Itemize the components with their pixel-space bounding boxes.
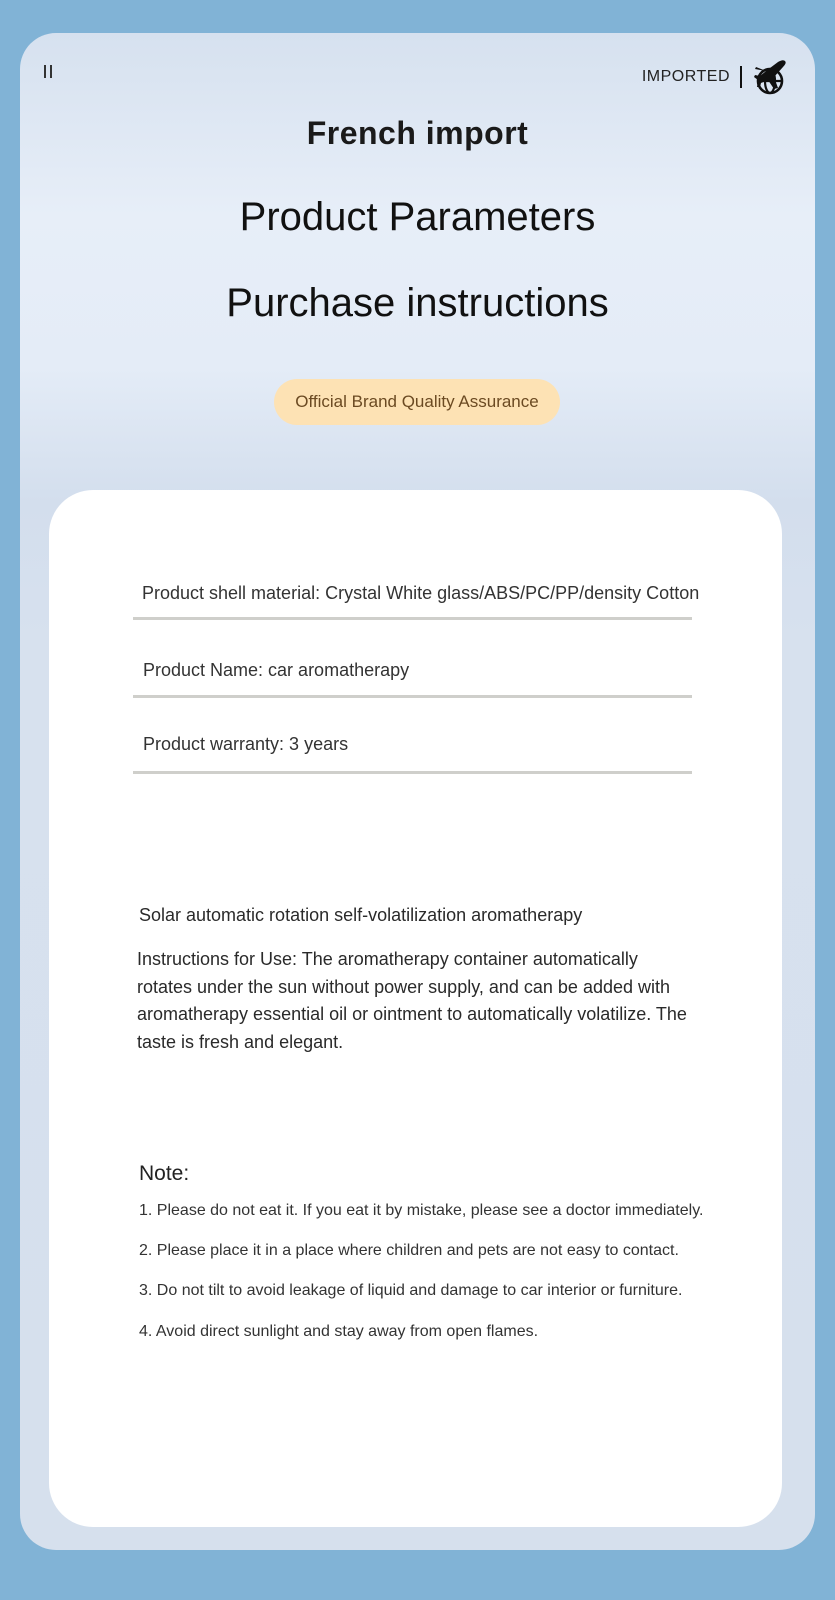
header-divider <box>740 66 742 88</box>
imported-label: IMPORTED <box>641 68 730 85</box>
note-item: 2. Please place it in a place where children and pets are not easy to contact. <box>139 1242 679 1259</box>
pause-icon[interactable] <box>42 63 54 79</box>
plane-globe-icon <box>752 58 794 98</box>
param-warranty: Product warranty: 3 years <box>143 734 349 754</box>
param-divider <box>133 617 692 698</box>
page-title: Product Parameters <box>239 195 596 239</box>
note-title: Note: <box>139 1162 190 1185</box>
param-material: Product shell material: Crystal White glass/ABS/PC/PP/density Cotton <box>142 583 700 603</box>
description-body: Instructions for Use: The aromatherapy container automatically rotates under the sun without power supply, and can be added with aromatherapy essential oil or ointment to automatically volatilize. The taste is fresh and elegant. <box>137 949 687 1052</box>
note-item: 1. Please do not eat it. If you eat it by mistake, please see a doctor immediately. <box>139 1202 704 1219</box>
content-card <box>49 490 782 1527</box>
page-subtitle: French import <box>306 115 529 151</box>
page-panel <box>20 33 815 1550</box>
note-item: 4. Avoid direct sunlight and stay away from open flames. <box>139 1323 539 1340</box>
note-item: 3. Do not tilt to avoid leakage of liquid and damage to car interior or furniture. <box>139 1282 683 1299</box>
description-title: Solar automatic rotation self-volatilization aromatherapy <box>139 905 583 925</box>
quality-badge: Official Brand Quality Assurance <box>274 379 560 425</box>
param-name: Product Name: car aromatherapy <box>143 660 410 680</box>
section-title: Purchase instructions <box>226 281 609 325</box>
